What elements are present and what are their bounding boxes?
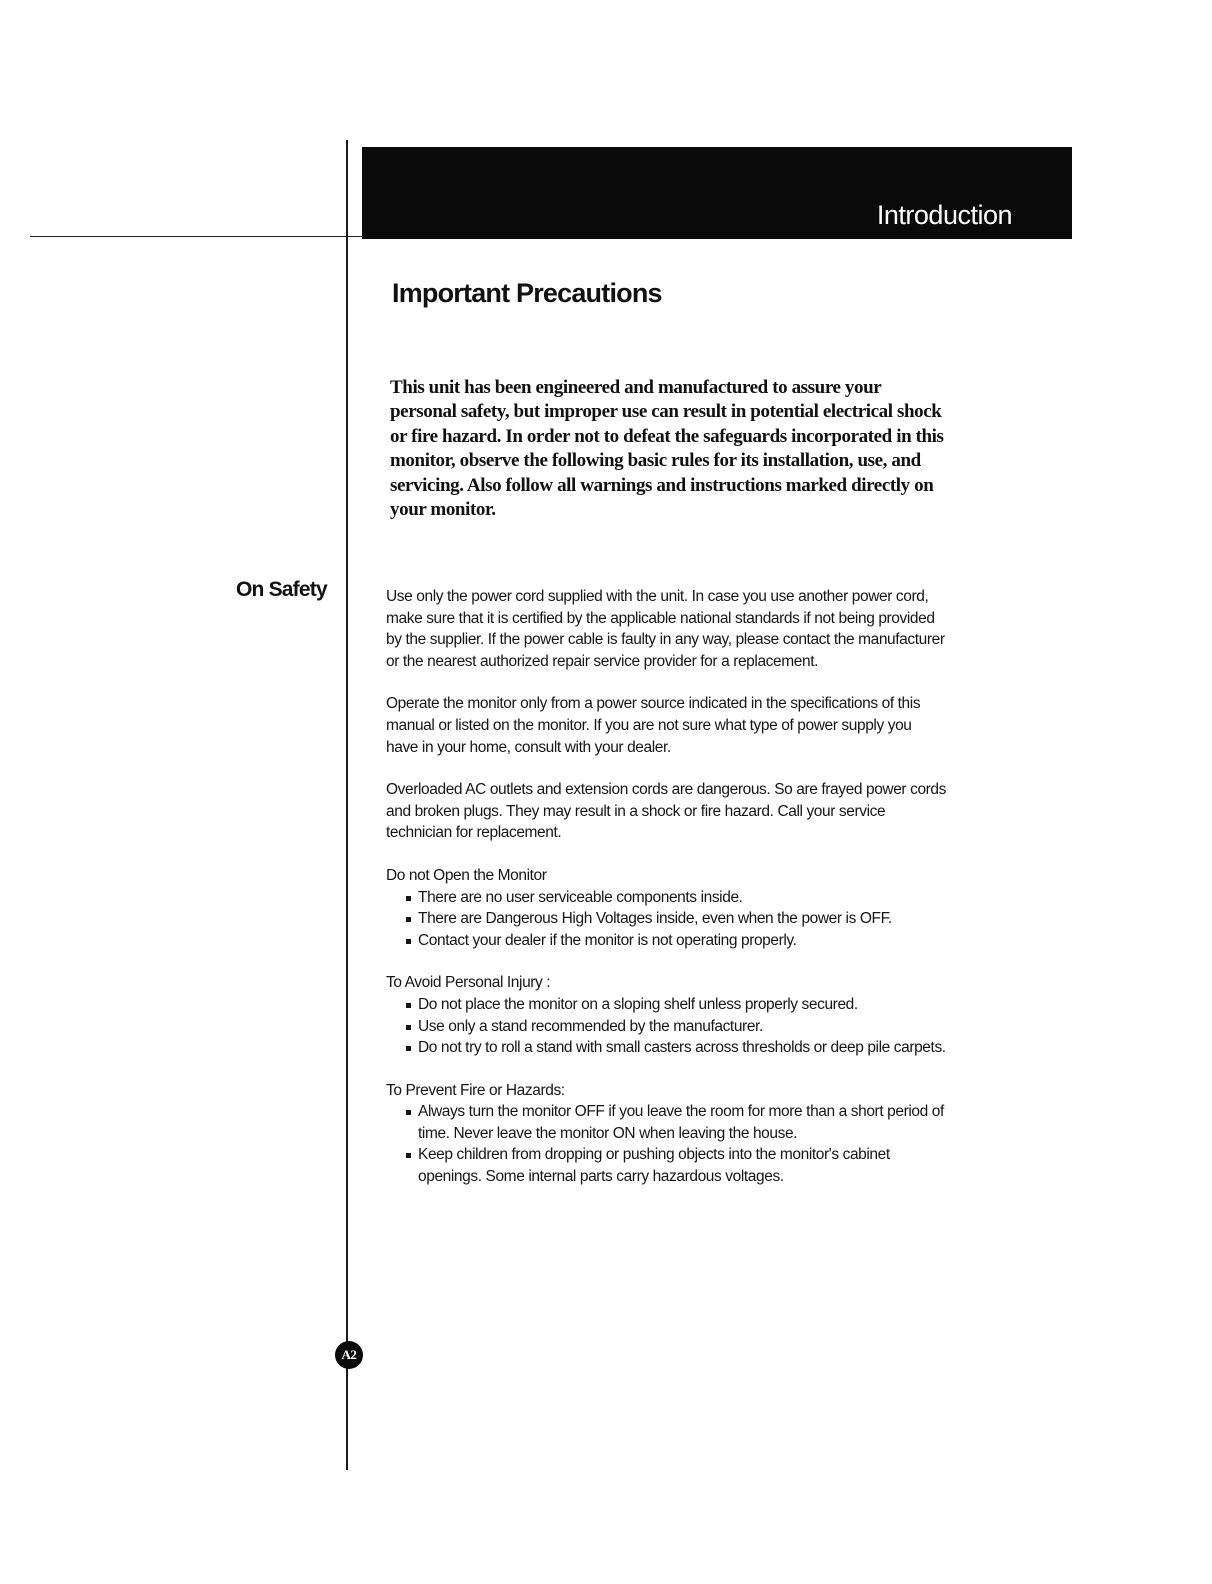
list-item	[406, 994, 946, 1016]
list-item-text: Keep children from dropping or pushing objects into the monitor's cabinet openings. Some internal parts carry hazardous voltages.	[418, 1146, 890, 1186]
group-heading-prevent-fire: To Prevent Fire or Hazards:	[386, 1081, 565, 1099]
square-bullet-icon	[406, 896, 411, 901]
list-item-text: Do not try to roll a stand with small casters across thresholds or deep pile carpets.	[418, 1039, 946, 1057]
safety-paragraph: Overloaded AC outlets and extension cords are dangerous. So are frayed power cords and broken plugs. They may result in a shock or fire hazard. Call your service technician for replacement.	[386, 781, 946, 842]
list-item-text: There are no user serviceable components inside.	[418, 888, 743, 906]
list-item-text: Use only a stand recommended by the manufacturer.	[418, 1017, 763, 1035]
square-bullet-icon	[406, 939, 411, 944]
safety-paragraph: Use only the power cord supplied with the unit. In case you use another power cord, make sure that it is certified by the applicable national standards if not being provided by the supplier. If the power cable is faulty in any way, please contact the manufacturer or the nearest authorized repair service provider for a replacement.	[386, 588, 945, 670]
list-item	[406, 930, 946, 952]
safety-body	[386, 586, 946, 1209]
list-item	[406, 1016, 946, 1038]
section-header-bar	[362, 147, 1072, 239]
square-bullet-icon	[406, 917, 411, 922]
list-item	[406, 1101, 946, 1144]
square-bullet-icon	[406, 1110, 411, 1115]
list-item	[406, 1037, 946, 1059]
square-bullet-icon	[406, 1046, 411, 1051]
list-do-not-open	[386, 887, 946, 952]
list-item	[406, 1144, 946, 1187]
section-header-title: Introduction	[876, 200, 1012, 230]
list-item-text: Always turn the monitor OFF if you leave the room for more than a short period of time. Never leave the monitor ON when leaving the house.	[418, 1103, 944, 1142]
header-left-rule	[30, 236, 362, 237]
square-bullet-icon	[406, 1025, 411, 1030]
group-heading-avoid-injury: To Avoid Personal Injury :	[386, 974, 551, 992]
list-avoid-injury	[386, 994, 946, 1059]
page-title: Important Precautions	[392, 278, 662, 308]
list-item	[406, 908, 946, 930]
section-label-on-safety: On Safety	[236, 578, 327, 601]
list-item-text: There are Dangerous High Voltages inside, even when the power is OFF.	[418, 910, 892, 928]
square-bullet-icon	[406, 1153, 411, 1158]
intro-paragraph: This unit has been engineered and manufactured to assure your personal safety, but improper use can result in potential electrical shock or fire hazard. In order not to defeat the safeguards incorporated in this monitor, observe the following basic rules for its installation, use, and servicing. Also follow all warnings and instructions marked directly on your monitor.	[390, 377, 944, 521]
list-prevent-fire	[386, 1101, 946, 1187]
group-heading-do-not-open: Do not Open the Monitor	[386, 866, 547, 884]
safety-paragraph: Operate the monitor only from a power source indicated in the specifications of this manual or listed on the monitor. If you are not sure what type of power supply you have in your home, consult with your dealer.	[386, 695, 921, 756]
list-item-text: Do not place the monitor on a sloping shelf unless properly secured.	[418, 995, 858, 1013]
list-item	[406, 887, 946, 909]
page-number-badge: A2	[335, 1341, 363, 1369]
square-bullet-icon	[406, 1003, 411, 1008]
page-vertical-rule	[346, 140, 348, 1470]
list-item-text: Contact your dealer if the monitor is not operating properly.	[418, 931, 797, 949]
